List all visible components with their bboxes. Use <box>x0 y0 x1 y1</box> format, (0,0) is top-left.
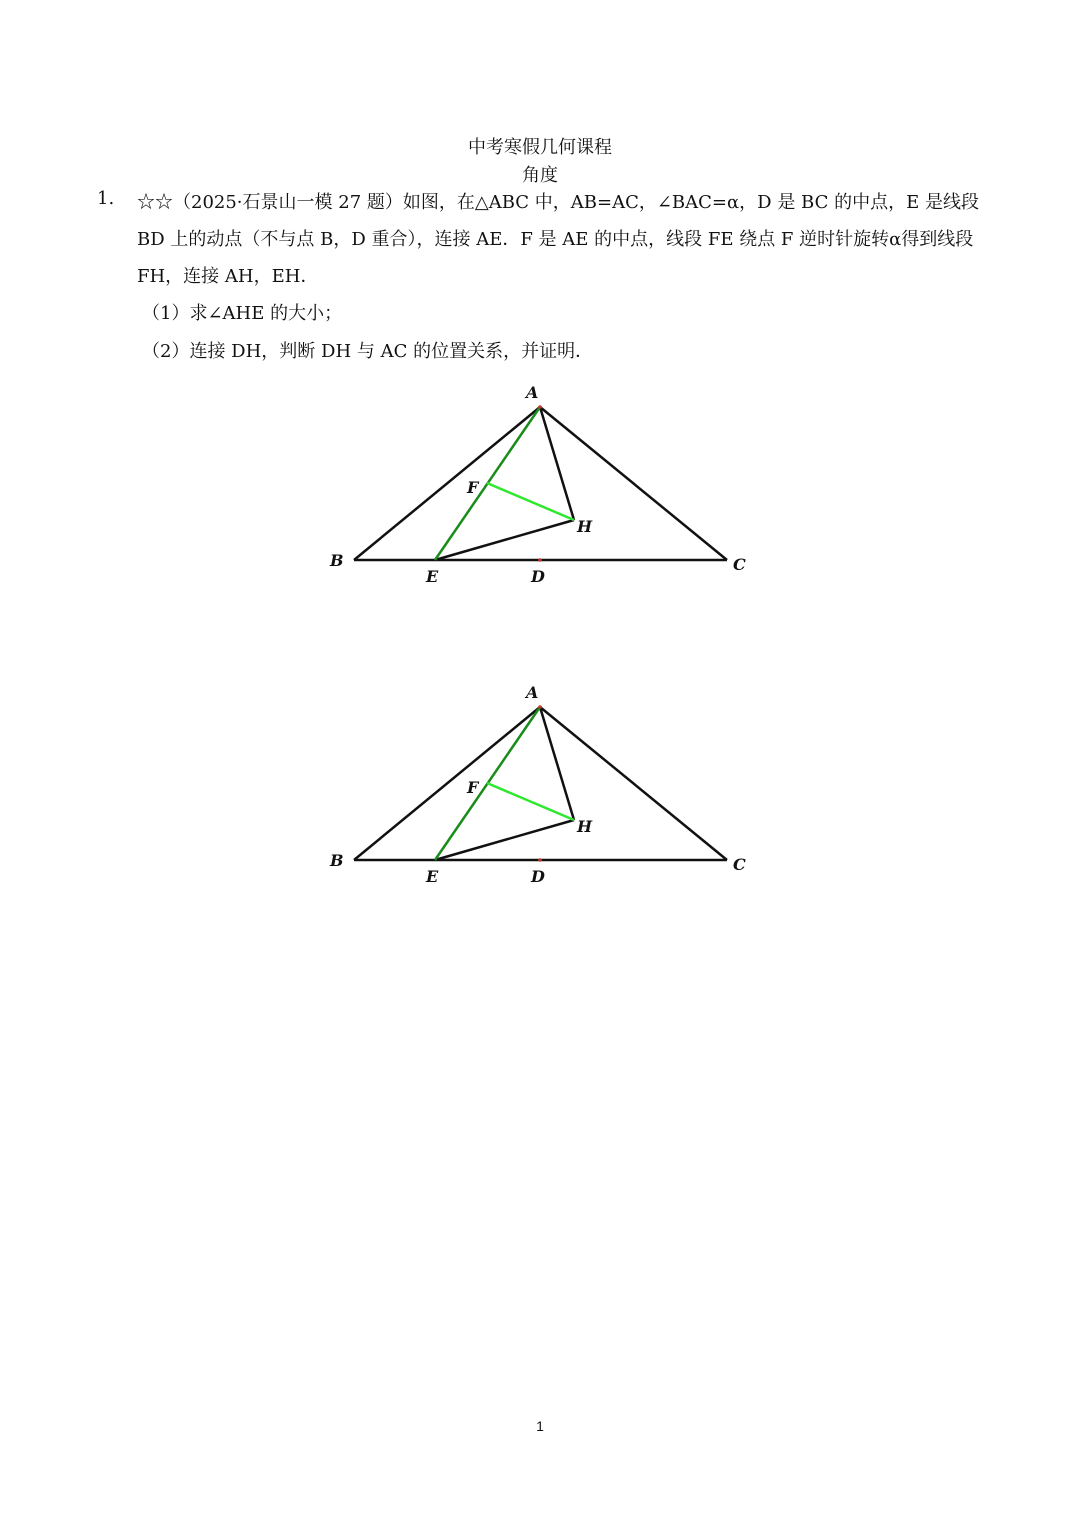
segment-ah <box>540 407 574 520</box>
label-f: F <box>467 778 479 797</box>
label-h: H <box>577 517 593 536</box>
geometry-figure-1 <box>320 380 760 590</box>
segment-eh <box>435 820 574 860</box>
label-h: H <box>577 817 593 836</box>
problem-text-line-1: ☆☆（2025·石景山一模 27 题）如图，在△ABC 中，AB=AC，∠BAC=α，D 是 BC 的中点，E 是线段 <box>137 192 979 213</box>
segment-fh <box>487 483 574 520</box>
label-d: D <box>531 567 545 586</box>
document-subtitle: 角度 <box>522 165 558 186</box>
problem-text-line-2: BD 上的动点（不与点 B，D 重合），连接 AE．F 是 AE 的中点，线段 FE 绕点 F 逆时针旋转α得到线段 <box>137 229 974 250</box>
label-f: F <box>467 478 479 497</box>
point-a <box>538 705 542 709</box>
problem-text-line-3: FH，连接 AH，EH． <box>137 266 319 287</box>
problem-part-2: （2）连接 DH，判断 DH 与 AC 的位置关系，并证明． <box>142 341 594 362</box>
label-d: D <box>531 867 545 886</box>
page-number: 1 <box>536 1418 544 1434</box>
document-title: 中考寒假几何课程 <box>468 137 612 158</box>
label-b: B <box>330 551 344 570</box>
point-d <box>538 558 542 562</box>
label-a: A <box>526 683 539 702</box>
segment-fh <box>487 783 574 820</box>
segment-eh <box>435 520 574 560</box>
label-a: A <box>526 383 539 402</box>
point-a <box>538 405 542 409</box>
segment-ah <box>540 707 574 820</box>
label-e: E <box>426 567 439 586</box>
segment-ac <box>540 407 727 560</box>
label-c: C <box>733 555 746 574</box>
label-c: C <box>733 855 746 874</box>
triangle-abc <box>354 707 727 860</box>
segment-ac <box>540 707 727 860</box>
label-b: B <box>330 851 344 870</box>
problem-part-1: （1）求∠AHE 的大小； <box>142 303 343 324</box>
problem-number: 1. <box>97 188 115 209</box>
point-d <box>538 858 542 862</box>
triangle-abc <box>354 407 727 560</box>
geometry-figure-2 <box>320 680 760 890</box>
label-e: E <box>426 867 439 886</box>
